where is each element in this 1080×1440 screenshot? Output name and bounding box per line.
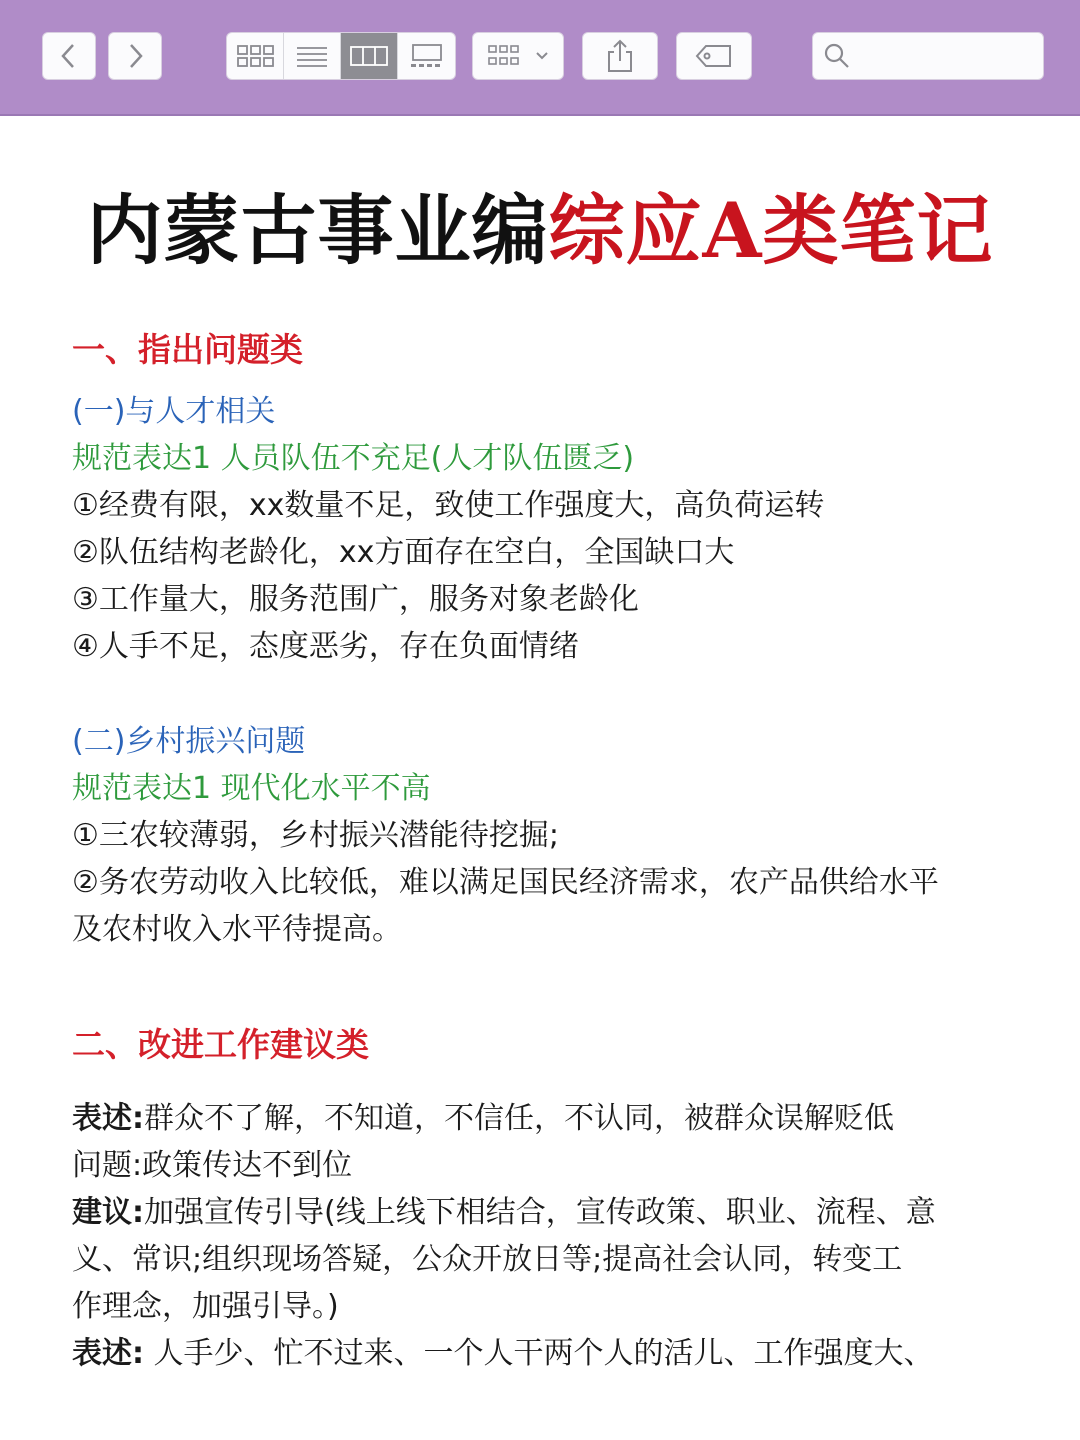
group-by-button[interactable] [472, 32, 564, 80]
note-content [72, 322, 1022, 1377]
tag-icon [694, 43, 734, 69]
group-by-icon [486, 43, 526, 69]
grid-view-button[interactable] [227, 33, 284, 79]
paragraph-line [72, 1095, 1022, 1142]
list-view-icon [295, 44, 329, 68]
share-button[interactable] [582, 32, 658, 80]
standard-expression: 规范表达1 人员队伍不充足(人才队伍匮乏) [72, 441, 635, 476]
line-text: 问题:政策传达不到位 [72, 1148, 353, 1183]
back-button[interactable] [42, 32, 96, 80]
line-text: 群众不了解，不知道，不信任，不认同，被群众误解贬低 [144, 1101, 894, 1136]
subsection-heading: (二)乡村振兴问题 [72, 724, 306, 759]
paragraph-line [72, 1283, 1022, 1330]
paragraph-line [72, 1236, 1022, 1283]
standard-expression: 规范表达1 现代化水平不高 [72, 771, 431, 806]
list-item: ②队伍结构老龄化，xx方面存在空白，全国缺口大 [72, 535, 735, 570]
forward-button[interactable] [108, 32, 162, 80]
column-view-button[interactable] [341, 33, 398, 79]
list-view-button[interactable] [284, 33, 341, 79]
line-text: 加强宣传引导(线上线下相结合，宣传政策、职业、流程、意 [144, 1195, 936, 1230]
paragraph-line [72, 1142, 1022, 1189]
page-title [0, 170, 1080, 279]
search-input[interactable] [859, 46, 1039, 67]
line-text: 人手少、忙不过来、一个人干两个人的活儿、工作强度大、 [144, 1336, 934, 1371]
title-black-part: 内蒙古事业编 [86, 186, 549, 275]
search-field[interactable] [812, 32, 1044, 80]
list-item: ②务农劳动收入比较低，难以满足国民经济需求，农产品供给水平 [72, 865, 939, 900]
list-item: ③工作量大，服务范围广，服务对象老龄化 [72, 582, 639, 617]
grid-view-icon [235, 43, 275, 69]
line-text: 作理念，加强引导。) [72, 1289, 339, 1324]
title-red-part: 综应A类笔记 [548, 186, 994, 275]
list-item: ①经费有限，xx数量不足，致使工作强度大，高负荷运转 [72, 488, 825, 523]
list-item: ④人手不足，态度恶劣，存在负面情绪 [72, 629, 579, 664]
chevron-left-icon [58, 41, 80, 71]
paragraph-line [72, 1189, 1022, 1236]
search-icon [823, 42, 851, 70]
section-heading: 二、改进工作建议类 [72, 1025, 369, 1064]
tag-button[interactable] [676, 32, 752, 80]
chevron-down-icon [534, 50, 550, 62]
share-icon [605, 39, 635, 73]
line-label: 表述: [72, 1101, 144, 1136]
toolbar [0, 0, 1080, 116]
line-label: 建议: [72, 1195, 144, 1230]
list-item: ①三农较薄弱，乡村振兴潜能待挖掘; [72, 818, 560, 853]
section-heading: 一、指出问题类 [72, 330, 303, 369]
line-label: 表述: [72, 1336, 144, 1371]
column-view-icon [349, 44, 389, 68]
subsection-heading: (一)与人才相关 [72, 394, 276, 429]
chevron-right-icon [124, 41, 146, 71]
list-item: 及农村收入水平待提高。 [72, 912, 402, 947]
paragraph-line [72, 1330, 1022, 1377]
line-text: 义、常识;组织现场答疑，公众开放日等;提高社会认同，转变工 [72, 1242, 903, 1277]
gallery-view-button[interactable] [398, 33, 455, 79]
view-mode-selector[interactable] [226, 32, 456, 80]
gallery-view-icon [407, 43, 447, 69]
